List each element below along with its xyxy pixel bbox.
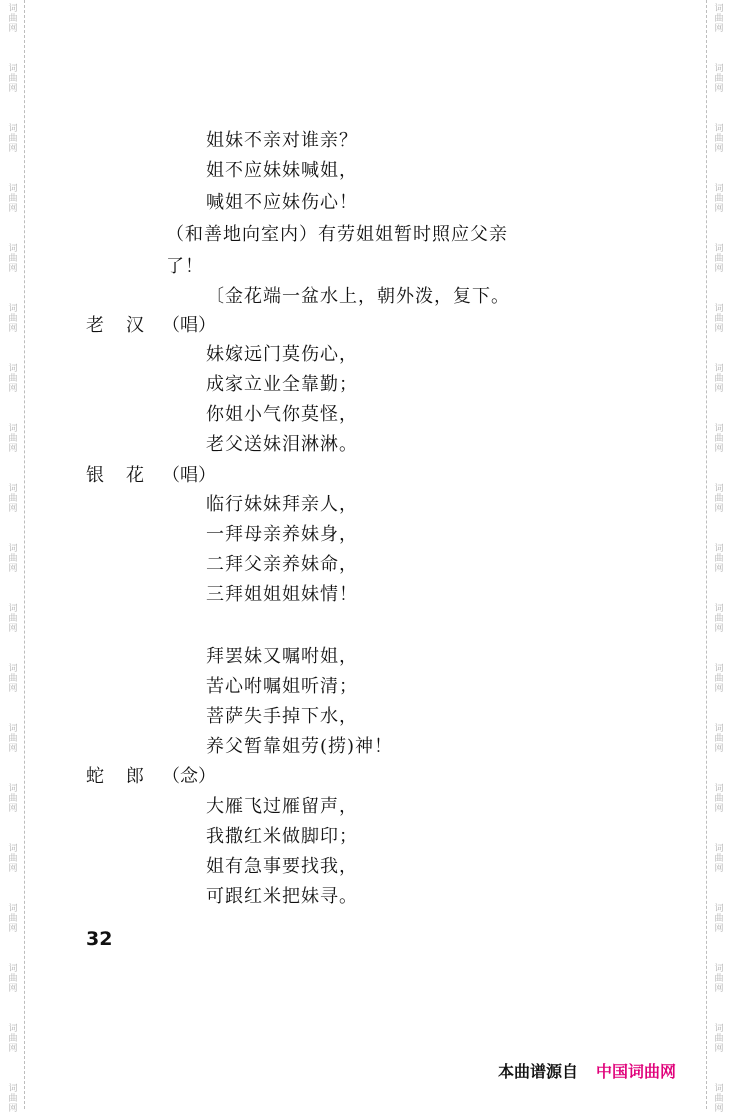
watermark-mark <box>710 724 728 754</box>
watermark-char: 网 <box>8 864 18 874</box>
lyric-line: 一拜母亲养妹身， <box>206 524 358 545</box>
watermark-mark <box>710 304 728 334</box>
watermark-char: 词 <box>8 424 18 434</box>
watermark-char: 词 <box>714 544 724 554</box>
lyric-line: 姐不应妹妹喊姐， <box>206 160 358 181</box>
watermark-char: 网 <box>714 24 724 34</box>
watermark-char: 词 <box>8 484 18 494</box>
speaker-name: 蛇郎 <box>86 766 166 787</box>
watermark-char: 网 <box>714 744 724 754</box>
watermark-char: 网 <box>8 204 18 214</box>
watermark-char: 网 <box>8 924 18 934</box>
watermark-mark <box>4 964 22 994</box>
watermark-char: 曲 <box>8 734 18 744</box>
speaker-action: （唱） <box>162 465 216 486</box>
watermark-char: 网 <box>714 624 724 634</box>
watermark-mark <box>710 484 728 514</box>
watermark-mark <box>710 964 728 994</box>
watermark-char: 词 <box>8 244 18 254</box>
watermark-char: 曲 <box>714 734 724 744</box>
watermark-char: 词 <box>714 4 724 14</box>
watermark-char: 曲 <box>8 374 18 384</box>
speaker-label <box>86 764 216 790</box>
watermark-char: 词 <box>8 124 18 134</box>
watermark-mark <box>4 604 22 634</box>
lyric-line: 喊姐不应妹伤心！ <box>206 192 358 213</box>
speaker-label <box>86 463 216 489</box>
watermark-char: 网 <box>714 204 724 214</box>
watermark-mark <box>710 544 728 574</box>
speaker-action: （唱） <box>162 315 216 336</box>
watermark-char: 网 <box>714 564 724 574</box>
lyric-line: 苦心咐嘱姐听清； <box>206 676 358 697</box>
watermark-char: 曲 <box>8 674 18 684</box>
watermark-mark <box>4 1084 22 1114</box>
source-footer <box>498 1059 676 1082</box>
watermark-mark <box>4 904 22 934</box>
watermark-char: 曲 <box>8 554 18 564</box>
watermark-char: 词 <box>714 844 724 854</box>
watermark-mark <box>4 784 22 814</box>
watermark-char: 词 <box>8 4 18 14</box>
watermark-char: 网 <box>714 984 724 994</box>
watermark-char: 词 <box>714 664 724 674</box>
watermark-char: 词 <box>714 184 724 194</box>
watermark-mark <box>4 244 22 274</box>
watermark-char: 曲 <box>714 554 724 564</box>
watermark-char: 网 <box>714 684 724 694</box>
lyric-line: 养父暂靠姐劳(捞)神！ <box>206 736 394 757</box>
watermark-mark <box>710 904 728 934</box>
watermark-char: 词 <box>714 484 724 494</box>
speaker-name: 老汉 <box>86 315 166 336</box>
watermark-char: 网 <box>8 324 18 334</box>
lyric-line: 成家立业全靠勤； <box>206 374 358 395</box>
watermark-char: 词 <box>714 784 724 794</box>
watermark-char: 网 <box>714 1104 724 1114</box>
lyric-line: 拜罢妹又嘱咐姐， <box>206 646 358 667</box>
lyric-line: 姐妹不亲对谁亲？ <box>206 130 358 151</box>
stage-direction: 了！ <box>166 256 204 277</box>
watermark-mark <box>710 4 728 34</box>
watermark-char: 网 <box>8 804 18 814</box>
watermark-mark <box>710 184 728 214</box>
watermark-char: 曲 <box>8 134 18 144</box>
watermark-char: 曲 <box>8 854 18 864</box>
watermark-mark <box>710 844 728 874</box>
watermark-char: 曲 <box>714 614 724 624</box>
watermark-char: 网 <box>8 1044 18 1054</box>
watermark-char: 网 <box>8 684 18 694</box>
watermark-mark <box>710 64 728 94</box>
watermark-char: 曲 <box>714 1094 724 1104</box>
watermark-char: 词 <box>8 664 18 674</box>
watermark-mark <box>4 124 22 154</box>
watermark-char: 词 <box>8 64 18 74</box>
lyric-line: 菩萨失手掉下水， <box>206 706 358 727</box>
watermark-char: 网 <box>8 144 18 154</box>
watermark-char: 网 <box>8 1104 18 1114</box>
lyric-line: 可跟红米把妹寻。 <box>206 886 358 907</box>
watermark-mark <box>4 4 22 34</box>
watermark-char: 网 <box>714 924 724 934</box>
watermark-char: 曲 <box>8 254 18 264</box>
watermark-char: 词 <box>714 724 724 734</box>
lyric-line: 你姐小气你莫怪， <box>206 404 358 425</box>
speaker-name: 银花 <box>86 465 166 486</box>
watermark-char: 曲 <box>714 794 724 804</box>
watermark-char: 曲 <box>714 494 724 504</box>
watermark-char: 词 <box>8 904 18 914</box>
watermark-char: 曲 <box>8 974 18 984</box>
watermark-char: 网 <box>8 504 18 514</box>
watermark-char: 曲 <box>8 494 18 504</box>
watermark-char: 词 <box>714 124 724 134</box>
watermark-char: 曲 <box>714 134 724 144</box>
watermark-char: 曲 <box>714 194 724 204</box>
site-name: 中国词曲网 <box>596 1062 677 1081</box>
watermark-char: 网 <box>8 744 18 754</box>
watermark-char: 曲 <box>8 314 18 324</box>
lyric-line: 二拜父亲养妹命， <box>206 554 358 575</box>
watermark-char: 词 <box>714 604 724 614</box>
watermark-char: 曲 <box>714 434 724 444</box>
watermark-char: 曲 <box>8 1034 18 1044</box>
watermark-char: 网 <box>8 24 18 34</box>
watermark-mark <box>710 1084 728 1114</box>
watermark-char: 曲 <box>714 974 724 984</box>
watermark-char: 网 <box>8 564 18 574</box>
watermark-char: 词 <box>714 424 724 434</box>
watermark-char: 曲 <box>714 14 724 24</box>
lyric-line: 三拜姐姐姐妹情！ <box>206 584 358 605</box>
page-number: 32 <box>86 928 113 950</box>
right-watermark-column <box>710 0 728 1114</box>
watermark-char: 网 <box>714 444 724 454</box>
watermark-char: 词 <box>714 364 724 374</box>
watermark-char: 网 <box>714 384 724 394</box>
watermark-mark <box>4 724 22 754</box>
watermark-char: 曲 <box>714 1034 724 1044</box>
watermark-char: 曲 <box>714 74 724 84</box>
left-watermark-column <box>4 0 22 1114</box>
watermark-mark <box>4 64 22 94</box>
left-dashed-border <box>24 0 25 1109</box>
watermark-mark <box>4 364 22 394</box>
watermark-mark <box>4 304 22 334</box>
watermark-char: 词 <box>714 904 724 914</box>
watermark-char: 词 <box>8 1024 18 1034</box>
watermark-char: 曲 <box>8 1094 18 1104</box>
watermark-char: 词 <box>8 604 18 614</box>
watermark-char: 网 <box>714 144 724 154</box>
watermark-mark <box>4 184 22 214</box>
stage-direction: （和善地向室内）有劳姐姐暂时照应父亲 <box>166 224 508 245</box>
watermark-char: 网 <box>714 264 724 274</box>
watermark-char: 网 <box>714 1044 724 1054</box>
watermark-char: 网 <box>714 324 724 334</box>
right-dashed-border <box>706 0 707 1109</box>
watermark-char: 曲 <box>8 614 18 624</box>
watermark-char: 曲 <box>8 194 18 204</box>
lyric-line: 妹嫁远门莫伤心， <box>206 344 358 365</box>
watermark-mark <box>710 424 728 454</box>
watermark-mark <box>4 1024 22 1054</box>
watermark-mark <box>710 664 728 694</box>
watermark-char: 曲 <box>714 374 724 384</box>
lyric-line: 姐有急事要找我， <box>206 856 358 877</box>
lyric-line: 大雁飞过雁留声， <box>206 796 358 817</box>
watermark-char: 网 <box>8 84 18 94</box>
lyric-line: 老父送妹泪淋淋。 <box>206 434 358 455</box>
watermark-mark <box>4 544 22 574</box>
watermark-mark <box>710 244 728 274</box>
watermark-char: 网 <box>714 804 724 814</box>
watermark-char: 曲 <box>8 74 18 84</box>
watermark-mark <box>4 664 22 694</box>
watermark-char: 词 <box>714 1024 724 1034</box>
watermark-char: 词 <box>714 244 724 254</box>
watermark-char: 曲 <box>714 254 724 264</box>
watermark-char: 网 <box>8 984 18 994</box>
watermark-char: 网 <box>8 384 18 394</box>
watermark-char: 词 <box>8 964 18 974</box>
watermark-char: 词 <box>714 964 724 974</box>
watermark-char: 曲 <box>714 674 724 684</box>
watermark-char: 词 <box>8 844 18 854</box>
stage-direction: 〔金花端一盆水上，朝外泼，复下。 <box>206 286 510 307</box>
watermark-char: 网 <box>714 84 724 94</box>
watermark-char: 网 <box>714 864 724 874</box>
watermark-char: 曲 <box>714 854 724 864</box>
watermark-mark <box>4 484 22 514</box>
watermark-char: 曲 <box>8 434 18 444</box>
watermark-char: 词 <box>714 1084 724 1094</box>
watermark-char: 词 <box>8 724 18 734</box>
watermark-char: 曲 <box>8 914 18 924</box>
watermark-char: 曲 <box>714 914 724 924</box>
watermark-mark <box>4 424 22 454</box>
watermark-char: 词 <box>8 304 18 314</box>
watermark-mark <box>4 844 22 874</box>
watermark-mark <box>710 124 728 154</box>
source-label: 本曲谱源自 <box>498 1062 579 1081</box>
watermark-mark <box>710 604 728 634</box>
watermark-char: 曲 <box>8 14 18 24</box>
watermark-mark <box>710 364 728 394</box>
watermark-char: 网 <box>8 624 18 634</box>
watermark-char: 词 <box>8 184 18 194</box>
lyric-line: 我撒红米做脚印； <box>206 826 358 847</box>
watermark-char: 曲 <box>8 794 18 804</box>
watermark-char: 词 <box>8 364 18 374</box>
watermark-mark <box>710 784 728 814</box>
watermark-char: 词 <box>8 1084 18 1094</box>
watermark-char: 曲 <box>714 314 724 324</box>
watermark-mark <box>710 1024 728 1054</box>
watermark-char: 词 <box>714 64 724 74</box>
watermark-char: 网 <box>714 504 724 514</box>
speaker-action: （念） <box>162 766 216 787</box>
watermark-char: 词 <box>714 304 724 314</box>
lyric-line: 临行妹妹拜亲人， <box>206 494 358 515</box>
watermark-char: 网 <box>8 444 18 454</box>
watermark-char: 词 <box>8 544 18 554</box>
speaker-label <box>86 313 216 339</box>
watermark-char: 网 <box>8 264 18 274</box>
watermark-char: 词 <box>8 784 18 794</box>
